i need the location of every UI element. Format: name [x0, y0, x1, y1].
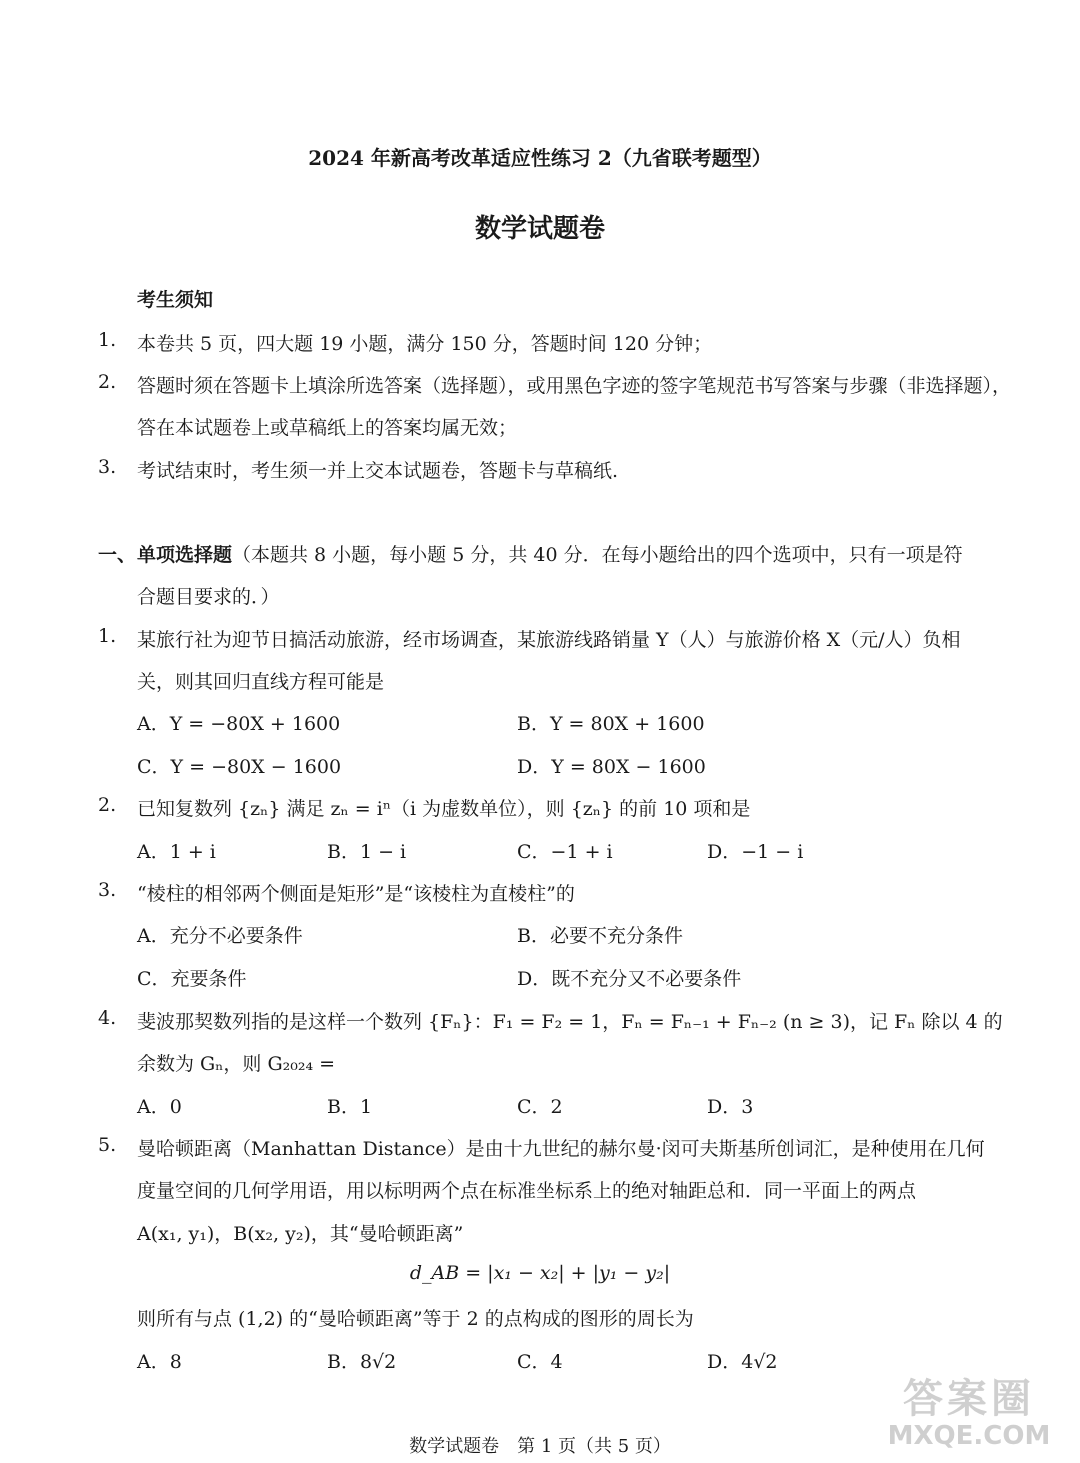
option-b[interactable]: B．1	[327, 1096, 373, 1118]
option-a[interactable]: A．8	[137, 1351, 182, 1373]
question-formula: d_AB = |x₁ − x₂| + |y₁ − y₂|	[409, 1262, 671, 1284]
option-a[interactable]: A．充分不必要条件	[137, 925, 303, 947]
option-d[interactable]: D．既不充分又不必要条件	[517, 968, 742, 990]
question-text-cont: 度量空间的几何学用语，用以标明两个点在标准坐标系上的绝对轴距总和．同一平面上的两点	[137, 1180, 917, 1202]
question-number: 4.	[98, 1007, 117, 1029]
question-number: 3.	[98, 879, 117, 901]
question-text-cont: 关，则其回归直线方程可能是	[137, 671, 385, 693]
notice-item-text: 本卷共 5 页，四大题 19 小题，满分 150 分，答题时间 120 分钟；	[137, 333, 713, 355]
question-text: 已知复数列 {zₙ} 满足 zₙ = iⁿ（i 为虚数单位），则 {zₙ} 的前 10 项和是	[137, 798, 751, 820]
option-b[interactable]: B．必要不充分条件	[517, 925, 683, 947]
option-c[interactable]: C．−1 + i	[517, 841, 613, 863]
question-text-cont: A(x₁, y₁)，B(x₂, y₂)，其“曼哈顿距离”	[137, 1223, 464, 1245]
notice-item-number: 1.	[98, 329, 117, 351]
question-text: 斐波那契数列指的是这样一个数列 {Fₙ}：F₁ = F₂ = 1，Fₙ = Fₙ₋₁ + Fₙ₋₂ (n ≥ 3)，记 Fₙ 除以 4 的	[137, 1011, 1003, 1033]
exam-title: 2024 年新高考改革适应性练习 2（九省联考题型）	[308, 146, 772, 170]
question-text-cont: 则所有与点 (1,2) 的“曼哈顿距离”等于 2 的点构成的图形的周长为	[137, 1308, 694, 1330]
question-number: 5.	[98, 1134, 117, 1156]
option-c[interactable]: C．充要条件	[137, 968, 247, 990]
question-text: “棱柱的相邻两个侧面是矩形”是“该棱柱为直棱柱”的	[137, 883, 575, 905]
option-d[interactable]: D．3	[707, 1096, 754, 1118]
section-heading: 单项选择题	[137, 544, 233, 566]
question-text: 曼哈顿距离（Manhattan Distance）是由十九世纪的赫尔曼·闵可夫斯基所创词汇，是种使用在几何	[137, 1138, 985, 1160]
option-a[interactable]: A．0	[137, 1096, 182, 1118]
notice-item-number: 3.	[98, 456, 117, 478]
question-number: 1.	[98, 625, 117, 647]
option-d[interactable]: D．4√2	[707, 1351, 778, 1373]
option-a[interactable]: A．Y = −80X + 1600	[137, 713, 341, 735]
section-heading-line	[137, 540, 963, 567]
section-description-cont: 合题目要求的．）	[137, 586, 280, 608]
question-text: 某旅行社为迎节日搞活动旅游，经市场调查，某旅游线路销量 Y（人）与旅游价格 X（元/人）负相	[137, 629, 961, 651]
page-footer: 数学试题卷 第 1 页（共 5 页）	[409, 1436, 671, 1457]
option-c[interactable]: C．4	[517, 1351, 563, 1373]
option-b[interactable]: B．8√2	[327, 1351, 397, 1373]
notice-item-text: 答题时须在答题卡上填涂所选答案（选择题），或用黑色字迹的签字笔规范书写答案与步骤（非选择题），	[137, 375, 1012, 397]
watermark-url: MXQE.COM	[887, 1421, 1051, 1451]
notice-item-text: 考试结束时，考生须一并上交本试题卷，答题卡与草稿纸.	[137, 460, 619, 482]
section-description: （本题共 8 小题，每小题 5 分，共 40 分．在每小题给出的四个选项中，只有一项是符	[232, 544, 963, 566]
option-d[interactable]: D．Y = 80X − 1600	[517, 756, 706, 778]
option-b[interactable]: B．Y = 80X + 1600	[517, 713, 705, 735]
question-text-cont: 余数为 Gₙ，则 G₂₀₂₄ =	[137, 1053, 336, 1075]
option-b[interactable]: B．1 − i	[327, 841, 407, 863]
question-number: 2.	[98, 794, 117, 816]
notice-item-text-cont: 答在本试题卷上或草稿纸上的答案均属无效；	[137, 417, 518, 439]
paper-subject-title: 数学试题卷	[474, 214, 605, 244]
option-c[interactable]: C．Y = −80X − 1600	[137, 756, 342, 778]
option-a[interactable]: A．1 + i	[137, 841, 216, 863]
option-c[interactable]: C．2	[517, 1096, 563, 1118]
watermark-text: 答案圈	[903, 1376, 1035, 1422]
notice-heading: 考生须知	[137, 289, 214, 311]
section-number: 一、	[98, 544, 137, 566]
option-d[interactable]: D．−1 − i	[707, 841, 804, 863]
notice-item-number: 2.	[98, 371, 117, 393]
watermark-logo	[874, 1377, 1064, 1457]
